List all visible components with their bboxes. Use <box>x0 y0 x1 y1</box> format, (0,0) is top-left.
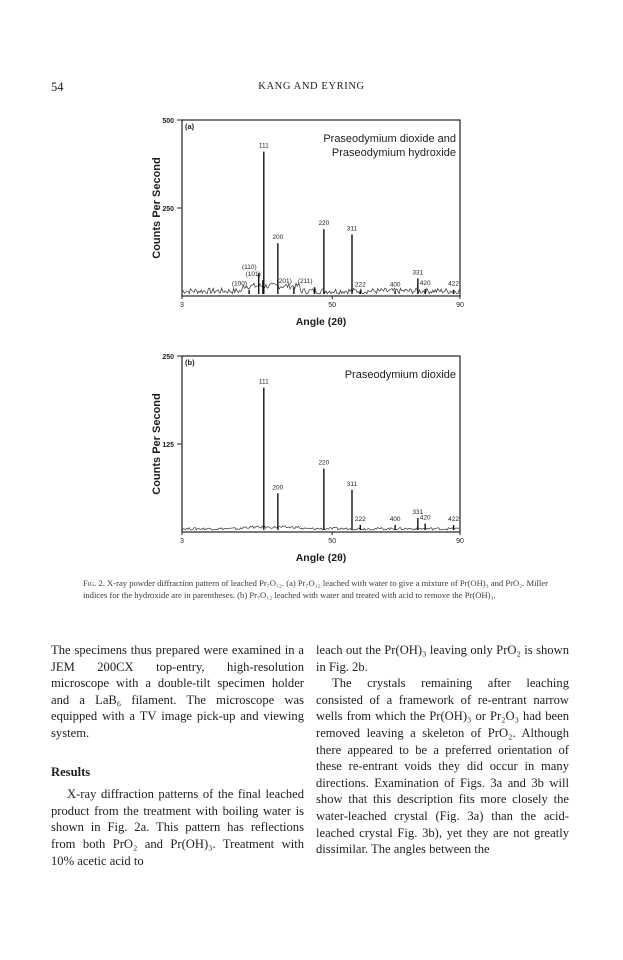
x-tick-label: 90 <box>456 302 464 309</box>
peak-label: 220 <box>318 459 330 467</box>
peak-label: (201) <box>276 278 292 286</box>
y-tick-label: 125 <box>162 442 174 449</box>
peak-label: 420 <box>419 514 431 522</box>
xrd-chart-b <box>148 348 478 573</box>
plot-frame <box>182 356 460 532</box>
paragraph-results-continued: leach out the Pr(OH)₃ leaving only PrO₂ is shown in Fig. 2b. <box>316 643 569 674</box>
peak-label: 422 <box>448 280 460 288</box>
figure-panel-b <box>148 348 478 573</box>
x-tick-label: 3 <box>180 302 184 309</box>
page-number: 54 <box>51 80 64 94</box>
caption-text: X-ray powder diffraction pattern of leached Pr₇O₁₂. (a) Pr₇O₁₂ leached with water to give a mixture of Pr(OH)₃ and PrO₂. Miller indices for the hydroxide are in parentheses. (b) Pr₇O₁₂ leached with water and treated with acid to remove the Pr(OH)₃. <box>83 578 548 600</box>
xrd-chart-a <box>148 112 478 337</box>
peak-label: 331 <box>412 269 424 277</box>
x-tick-label: 3 <box>180 538 184 545</box>
caption-label: Fig. 2. <box>83 578 105 588</box>
chart-title-line: Praseodymium hydroxide <box>331 147 456 159</box>
panel-label: (a) <box>185 122 195 131</box>
y-tick-label: 250 <box>162 206 174 213</box>
peak-label: 331 <box>412 508 424 516</box>
figure-panel-a <box>148 112 478 337</box>
paragraph-results-1: X-ray diffraction patterns of the final leached product from the treatment with boiling water is shown in Fig. 2a. This pattern has reflections from both PrO₂ and Pr(OH)₃. Treatment with 10% acetic acid to <box>51 787 304 868</box>
x-tick-label: 90 <box>456 538 464 545</box>
peak-label: 222 <box>354 515 366 523</box>
peak-label: (211) <box>297 278 313 286</box>
peak-label: (100) <box>231 280 248 288</box>
peak-label: 400 <box>389 515 401 523</box>
running-head: KANG AND EYRING <box>258 81 365 92</box>
peak-label: 111 <box>258 142 269 150</box>
chart-title-line: Praseodymium dioxide <box>344 369 456 381</box>
peak-label: (101) <box>245 271 261 279</box>
y-axis-label: Counts Per Second <box>151 157 163 259</box>
left-column <box>51 642 304 869</box>
x-axis-label: Angle (2θ) <box>295 552 347 564</box>
peak-label: 400 <box>389 281 401 289</box>
y-tick-label: 250 <box>162 354 174 361</box>
y-axis-label: Counts Per Second <box>151 393 163 495</box>
peak-label: 220 <box>318 220 330 228</box>
peak-label: 200 <box>272 484 284 492</box>
peak-label: 200 <box>272 234 284 242</box>
right-column <box>316 642 569 858</box>
peak-label: 311 <box>346 480 358 488</box>
paragraph-methods: The specimens thus prepared were examined in a JEM 200CX top-entry, high-resolution microscope with a double-tilt specimen holder and a LaB₆ filament. The microscope was equipped with a TV image pick-up and viewing system. <box>51 643 304 740</box>
panel-label: (b) <box>185 358 195 367</box>
peak-label: 422 <box>448 515 460 523</box>
x-axis-label: Angle (2θ) <box>295 316 347 328</box>
peak-label: 222 <box>354 281 366 289</box>
paragraph-results-2: The crystals remaining after leaching consisted of a framework of re-entrant narrow wells from which the Pr(OH)₃ or Pr₂O₃ had been removed leaving a skeleton of PrO₂. Although there appeared to be a preferred orientation of these re-entrant voids they did occur in many directions. Examination of Figs. 3a and 3b will show that this description fits more closely the water-leached crystal (Fig. 3a) than the acid-leached crystal Fig. 3b), yet they are not greatly dissimilar. The angles between the <box>316 676 569 857</box>
peak-label: 420 <box>419 279 431 287</box>
peak-label: 111 <box>258 378 269 386</box>
peak-label: 311 <box>346 225 358 233</box>
chart-title-line: Praseodymium dioxide and <box>323 133 456 145</box>
figure-caption <box>83 578 563 601</box>
y-tick-label: 500 <box>162 118 174 125</box>
x-tick-label: 50 <box>328 302 337 309</box>
x-tick-label: 50 <box>328 538 337 545</box>
peak-label: (110) <box>241 264 257 272</box>
section-heading-results: Results <box>51 764 91 779</box>
